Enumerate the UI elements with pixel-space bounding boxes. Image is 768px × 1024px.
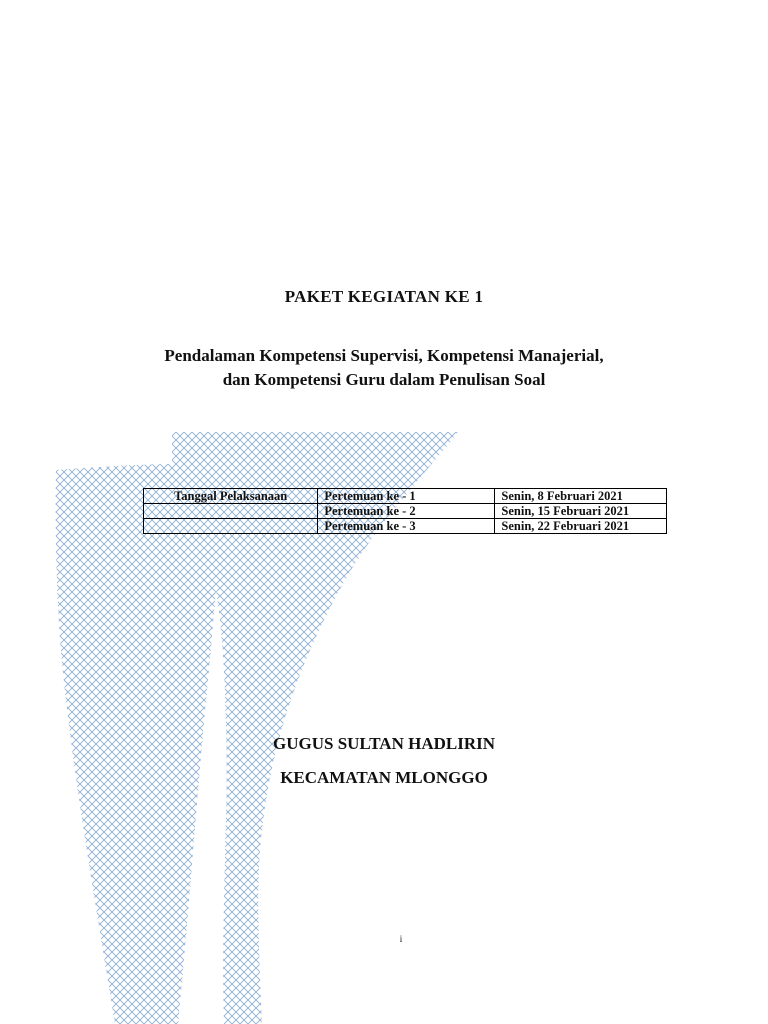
page-title: PAKET KEGIATAN KE 1 (284, 287, 484, 306)
empty-label-cell (144, 519, 318, 534)
subtitle-line-1: Pendalaman Kompetensi Supervisi, Kompetensi Manajerial, (164, 346, 604, 365)
subtitle-line-2: dan Kompetensi Guru dalam Penulisan Soal (222, 370, 546, 389)
schedule-table (143, 488, 667, 534)
meeting-cell: Pertemuan ke - 3 (318, 519, 495, 534)
table-row (144, 489, 667, 504)
date-cell: Senin, 8 Februari 2021 (495, 489, 667, 504)
page-number: i (399, 934, 403, 944)
district-name: KECAMATAN MLONGGO (280, 768, 488, 787)
table-row (144, 504, 667, 519)
schedule-label-cell: Tanggal Pelaksanaan (144, 489, 318, 504)
date-cell: Senin, 22 Februari 2021 (495, 519, 667, 534)
group-name: GUGUS SULTAN HADLIRIN (273, 734, 495, 753)
table-row (144, 519, 667, 534)
empty-label-cell (144, 504, 318, 519)
date-cell: Senin, 15 Februari 2021 (495, 504, 667, 519)
meeting-cell: Pertemuan ke - 1 (318, 489, 495, 504)
meeting-cell: Pertemuan ke - 2 (318, 504, 495, 519)
